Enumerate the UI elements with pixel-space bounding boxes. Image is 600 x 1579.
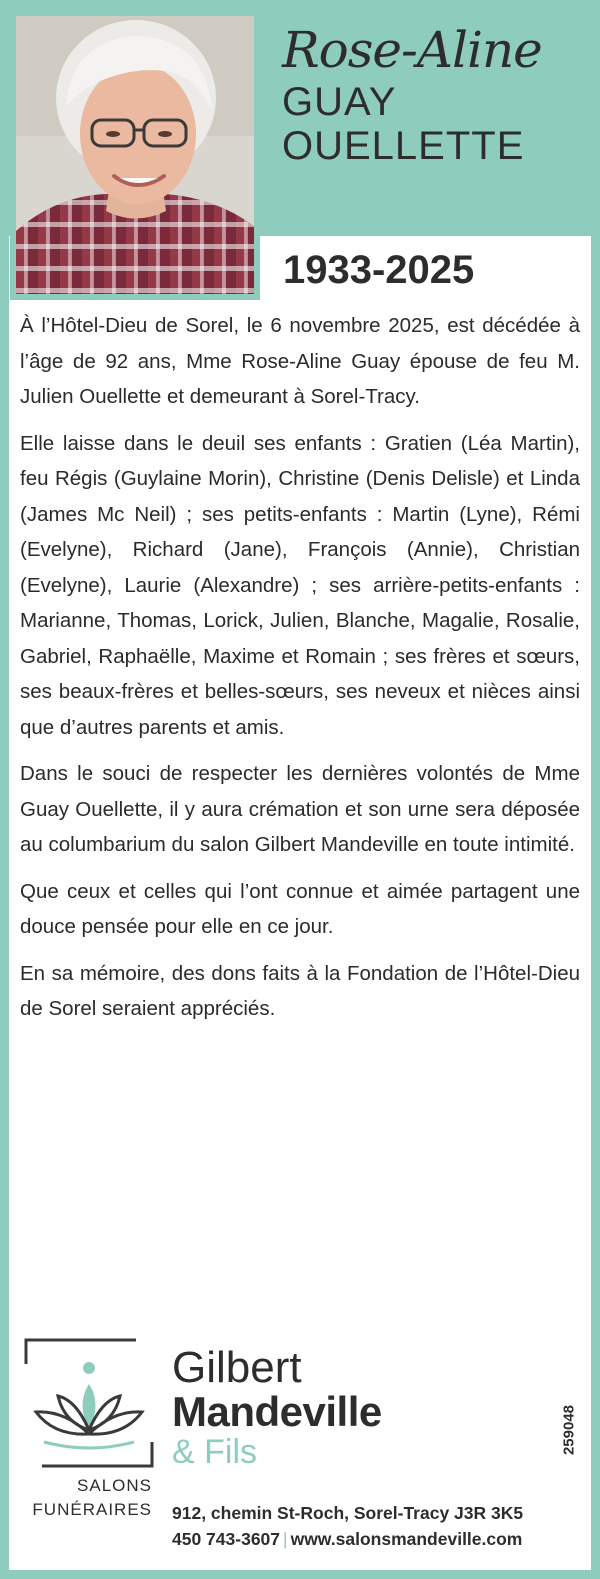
portrait-photo: [10, 10, 260, 300]
deceased-name: [282, 20, 582, 168]
life-years: 1933-2025: [283, 248, 475, 292]
last-name-guay: GUAY: [282, 80, 397, 124]
obituary-text: [20, 308, 580, 1038]
separator: |: [283, 1529, 288, 1549]
phone-web-line: [172, 1526, 523, 1552]
brand-mandeville: Mandeville: [172, 1388, 382, 1435]
last-name-ouellette: OUELLETTE: [282, 124, 525, 168]
reference-number: [549, 1390, 589, 1470]
contact-info: [172, 1500, 523, 1552]
funeral-home-brand: [172, 1343, 382, 1471]
address: 912, chemin St-Roch, Sorel-Tracy J3R 3K5: [172, 1503, 524, 1523]
paragraph-thoughts: Que ceux et celles qui l’ont connue et aimée partagent une douce pensée pour elle en ce jour.: [20, 879, 580, 938]
paragraph-survivors: Elle laisse dans le deuil ses enfants : Gratien (Léa Martin), feu Régis (Guylaine Morin), Christine (Denis Delisle) et Linda (James Mc Neil) ; ses petits-enfants : Martin (Lyne), Rémi (Evelyne), Richard (Jane), François (Annie), Christian (Evelyne), Laurie (Alexandre) ; ses arrière-petits-enfants : Marianne, Thomas, Lorick, Julien, Blanche, Magalie, Rosalie, Gabriel, Raphaëlle, Maxime et Romain ; ses frères et sœurs, ses beaux-frères et belles-sœurs, ses neveux et nièces ainsi que d’autres parents et amis.: [20, 431, 580, 739]
brand-et-fils: & Fils: [172, 1433, 257, 1471]
paragraph-death-notice: À l’Hôtel-Dieu de Sorel, le 6 novembre 2025, est décédée à l’âge de 92 ans, Mme Rose-Aline Guay épouse de feu M. Julien Ouellette et demeurant à Sorel-Tracy.: [20, 314, 580, 408]
portrait-image: [16, 16, 254, 294]
phone: 450 743-3607: [172, 1529, 281, 1549]
lotus-icon: [24, 1338, 154, 1468]
website-link[interactable]: www.salonsmandeville.com: [290, 1529, 523, 1549]
tagline-funeraires: FUNÉRAIRES: [32, 1500, 152, 1519]
tagline-salons: SALONS: [77, 1476, 152, 1495]
reference-number-text: 259048: [560, 1404, 578, 1456]
paragraph-cremation: Dans le souci de respecter les dernières volontés de Mme Guay Ouellette, il y aura crémation et son urne sera déposée au columbarium du salon Gilbert Mandeville en toute intimité.: [20, 762, 580, 856]
paragraph-donations: En sa mémoire, des dons faits à la Fondation de l’Hôtel-Dieu de Sorel seraient appréciés.: [20, 961, 580, 1020]
salons-funeraires: [24, 1474, 152, 1522]
first-name: Rose-Aline: [282, 21, 542, 79]
brand-gilbert: Gilbert: [172, 1343, 302, 1392]
